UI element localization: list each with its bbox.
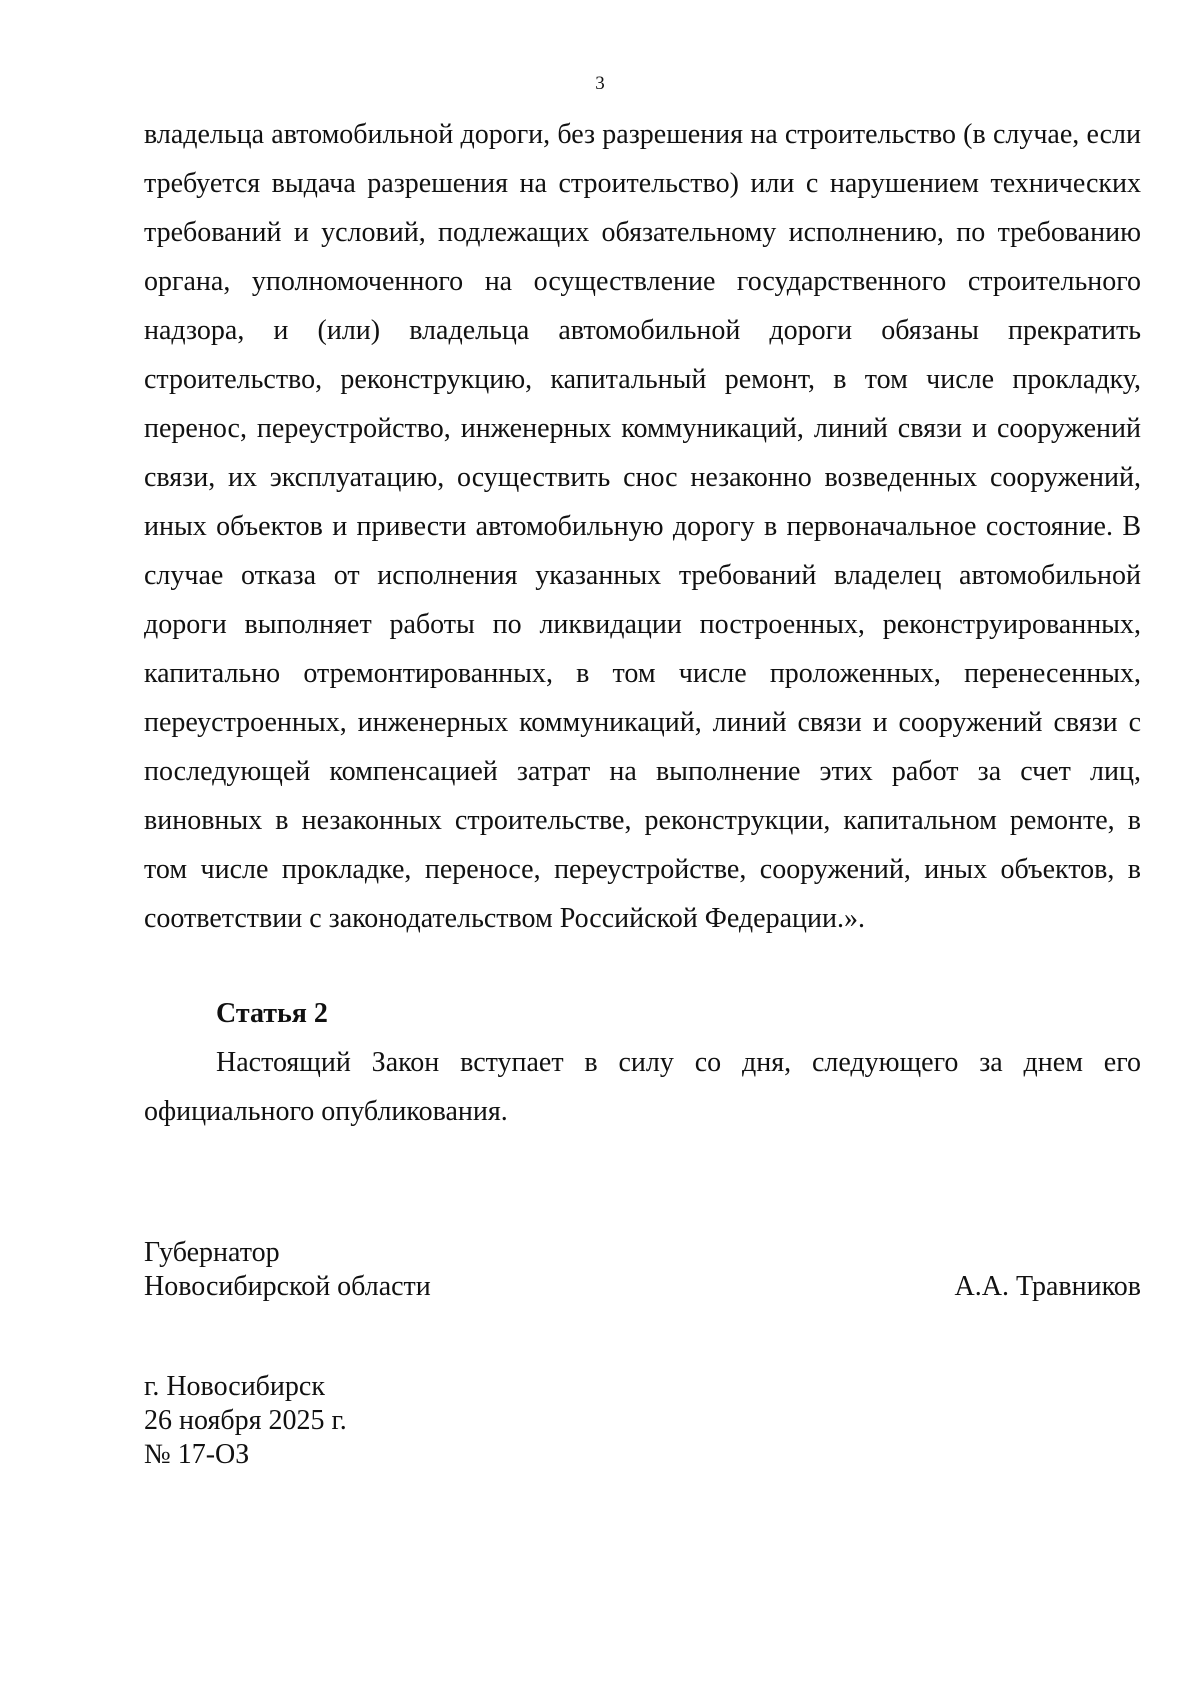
date-of-signing: 26 ноября 2025 г.: [144, 1405, 347, 1436]
law-number: № 17-ОЗ: [144, 1439, 250, 1470]
place-of-signing: г. Новосибирск: [144, 1371, 325, 1402]
page-number: 3: [595, 73, 605, 94]
article-text: Настоящий Закон вступает в силу со дня, следующего за днем его официального опубликования.: [144, 1047, 1141, 1127]
article-heading: Статья 2: [216, 998, 328, 1029]
continuation-paragraph: владельца автомобильной дороги, без разрешения на строительство (в случае, если требуется выдача разрешения на строительство) или с нарушением технических требований и условий, подлежащих обязательному исполнению, по требованию органа, уполномоченного на осуществление государственного строительного надзора, и (или) владельца автомобильной дороги обязаны прекратить строительство, реконструкцию, капитальный ремонт, в том числе прокладку, перенос, переустройство, инженерных коммуникаций, линий связи и сооружений связи, их эксплуатацию, осуществить снос незаконно возведенных сооружений, иных объектов и привести автомобильную дорогу в первоначальное состояние. В случае отказа от исполнения указанных требований владелец автомобильной дороги выполняет работы по ликвидации построенных, реконструированных, капитально отремонтированных, в том числе проложенных, перенесенных, переустроенных, инженерных коммуникаций, линий связи и сооружений связи с последующей компенсацией затрат на выполнение этих работ за счет лиц, виновных в незаконных строительстве, реконструкции, капитальном ремонте, в том числе прокладке, переносе, переустройстве, сооружений, иных объектов, в соответствии с законодательством Российской Федерации.».: [144, 119, 1141, 934]
signatory-name: А.А. Травников: [954, 1271, 1141, 1302]
signatory-title-line-2: Новосибирской области: [144, 1271, 431, 1302]
signatory-title-line-1: Губернатор: [144, 1237, 280, 1268]
place-date-block: [144, 1370, 347, 1472]
document-body: [144, 110, 1141, 1136]
signatory-title: [144, 1236, 431, 1304]
signature-block: [144, 1236, 1141, 1304]
